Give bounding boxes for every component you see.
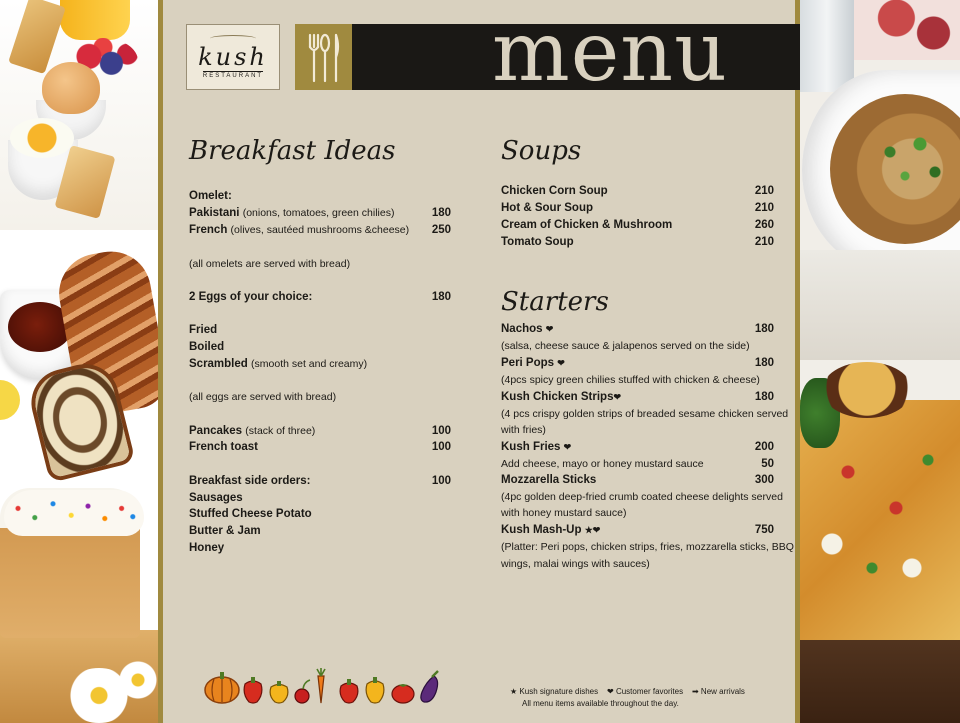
starters-title: Starters bbox=[501, 287, 609, 317]
glass-image bbox=[800, 0, 854, 92]
eggs-item: 2 Eggs of your choice: bbox=[189, 291, 313, 303]
menu-item bbox=[189, 425, 315, 437]
item-description: (salsa, cheese sauce & jalapenos served on the side) bbox=[501, 340, 750, 352]
side-item: Honey bbox=[189, 542, 225, 554]
item-description: (4pcs spicy green chilies stuffed with chicken & cheese) bbox=[501, 374, 760, 386]
item-name: Kush Fries bbox=[501, 441, 561, 453]
item-description: (4 pcs crispy golden strips of breaded sesame chicken served bbox=[501, 408, 789, 420]
soups-title: Soups bbox=[501, 136, 582, 166]
item-price: 250 bbox=[431, 224, 451, 236]
availability-note: All menu items available throughout the day. bbox=[522, 699, 679, 708]
heart-icon: ❤ bbox=[607, 687, 614, 696]
item-name: Kush Chicken Strips bbox=[501, 391, 614, 403]
legend bbox=[510, 687, 745, 696]
boiled-egg-image bbox=[42, 62, 100, 114]
omelet-note: (all omelets are served with bread) bbox=[189, 258, 351, 270]
pepper-icon bbox=[268, 680, 290, 704]
egg-style: Fried bbox=[189, 324, 218, 336]
cutlery-badge bbox=[295, 24, 352, 90]
heart-icon: ❤ bbox=[545, 324, 554, 334]
heart-icon: ❤ bbox=[557, 358, 565, 368]
item-description: (4pc golden deep-fried crumb coated cheese delights served bbox=[501, 491, 783, 503]
heart-icon: ❤ bbox=[592, 525, 601, 535]
item-price: 180 bbox=[754, 323, 774, 335]
sprinkles-image bbox=[4, 490, 144, 536]
item-name: Nachos bbox=[501, 323, 543, 335]
item-price: 210 bbox=[754, 185, 774, 197]
side-orders-heading: Breakfast side orders: bbox=[189, 475, 311, 487]
arrow-right-icon: ➡ bbox=[691, 687, 699, 696]
herb-garnish-image bbox=[860, 120, 960, 200]
item-price: 200 bbox=[754, 441, 774, 453]
item-price: 180 bbox=[754, 357, 774, 369]
heart-icon: ❤ bbox=[563, 442, 572, 452]
pepper-icon bbox=[242, 676, 264, 704]
star-icon: ★ bbox=[510, 687, 518, 696]
menu-item bbox=[189, 224, 409, 236]
logo-word: kush bbox=[198, 43, 268, 71]
item-price: 180 bbox=[431, 291, 451, 303]
item-description: with fries) bbox=[501, 424, 546, 436]
heart-icon: ❤ bbox=[613, 392, 622, 402]
item-addon: Add cheese, mayo or honey mustard sauce bbox=[501, 458, 704, 470]
restaurant-logo bbox=[186, 24, 280, 90]
daisy-image bbox=[118, 660, 158, 700]
orange-juice-image bbox=[60, 0, 130, 40]
item-description: (Platter: Peri pops, chicken strips, fries, mozzarella sticks, BBQ bbox=[501, 541, 794, 553]
menu-item: Mozzarella Sticks bbox=[501, 474, 597, 486]
egg-style: Boiled bbox=[189, 341, 225, 353]
pumpkin-icon bbox=[204, 670, 240, 704]
item-description: (stack of three) bbox=[245, 425, 316, 437]
item-price: 260 bbox=[754, 219, 774, 231]
item-description: (smooth set and creamy) bbox=[251, 358, 368, 370]
fork-knife-spoon-icon bbox=[304, 29, 344, 85]
star-icon: ★ bbox=[584, 525, 593, 535]
legend-signature: Kush signature dishes bbox=[519, 687, 599, 696]
item-description: (onions, tomatoes, green chilies) bbox=[242, 207, 395, 219]
menu-item bbox=[501, 323, 553, 335]
menu-item: Tomato Soup bbox=[501, 236, 574, 248]
item-description: with honey mustard sauce) bbox=[501, 507, 627, 519]
pepper-icon bbox=[364, 676, 386, 704]
menu-item bbox=[501, 391, 621, 403]
addon-price: 50 bbox=[761, 458, 774, 470]
cherry-icon bbox=[294, 678, 312, 704]
side-item: Stuffed Cheese Potato bbox=[189, 508, 312, 520]
berry-image bbox=[854, 0, 960, 60]
panel-border bbox=[158, 0, 163, 723]
item-price: 210 bbox=[754, 202, 774, 214]
menu-item: Cream of Chicken & Mushroom bbox=[501, 219, 673, 231]
menu-item bbox=[501, 524, 600, 536]
egg-style bbox=[189, 358, 367, 370]
pepper-icon bbox=[338, 678, 360, 704]
carrot-icon bbox=[312, 668, 330, 704]
lemon-image bbox=[0, 380, 20, 420]
item-name: Kush Mash-Up bbox=[501, 524, 582, 536]
item-price: 300 bbox=[754, 474, 774, 486]
item-description: wings, malai wings with sauces) bbox=[501, 558, 650, 570]
item-price: 100 bbox=[431, 475, 451, 487]
item-price: 210 bbox=[754, 236, 774, 248]
item-name: Scrambled bbox=[189, 358, 248, 370]
page-title: menu bbox=[492, 5, 728, 100]
egg-note: (all eggs are served with bread) bbox=[189, 391, 337, 403]
panel-border bbox=[795, 0, 800, 723]
menu-item: French toast bbox=[189, 441, 259, 453]
omelet-heading: Omelet: bbox=[189, 190, 232, 202]
open-egg-image bbox=[10, 118, 74, 158]
menu-item: Chicken Corn Soup bbox=[501, 185, 608, 197]
legend-new: New arrivals bbox=[700, 687, 745, 696]
legend-favorites: Customer favorites bbox=[615, 687, 684, 696]
side-item: Sausages bbox=[189, 492, 243, 504]
item-name: French bbox=[189, 224, 228, 236]
logo-subtitle: RESTAURANT bbox=[202, 73, 264, 79]
tomato-icon bbox=[390, 680, 416, 704]
menu-item bbox=[501, 441, 571, 453]
right-photo-strip bbox=[800, 0, 960, 723]
item-price: 750 bbox=[754, 524, 774, 536]
side-item: Butter & Jam bbox=[189, 525, 261, 537]
item-name: Pancakes bbox=[189, 425, 243, 437]
item-description: (olives, sautéed mushrooms &cheese) bbox=[230, 224, 410, 236]
menu-item bbox=[189, 207, 394, 219]
item-price: 100 bbox=[431, 441, 451, 453]
menu-item: Hot & Sour Soup bbox=[501, 202, 593, 214]
plate-image bbox=[800, 250, 960, 360]
left-photo-strip bbox=[0, 0, 158, 723]
item-price: 180 bbox=[754, 391, 774, 403]
cheese-dip-image bbox=[822, 362, 912, 418]
item-name: Pakistani bbox=[189, 207, 240, 219]
item-price: 180 bbox=[431, 207, 451, 219]
item-price: 100 bbox=[431, 425, 451, 437]
breakfast-title: Breakfast Ideas bbox=[189, 136, 396, 166]
vegetables-illustration bbox=[200, 664, 450, 704]
eggplant-icon bbox=[418, 670, 442, 704]
logo-flourish bbox=[210, 35, 256, 42]
menu-item bbox=[501, 357, 565, 369]
item-name: Peri Pops bbox=[501, 357, 555, 369]
